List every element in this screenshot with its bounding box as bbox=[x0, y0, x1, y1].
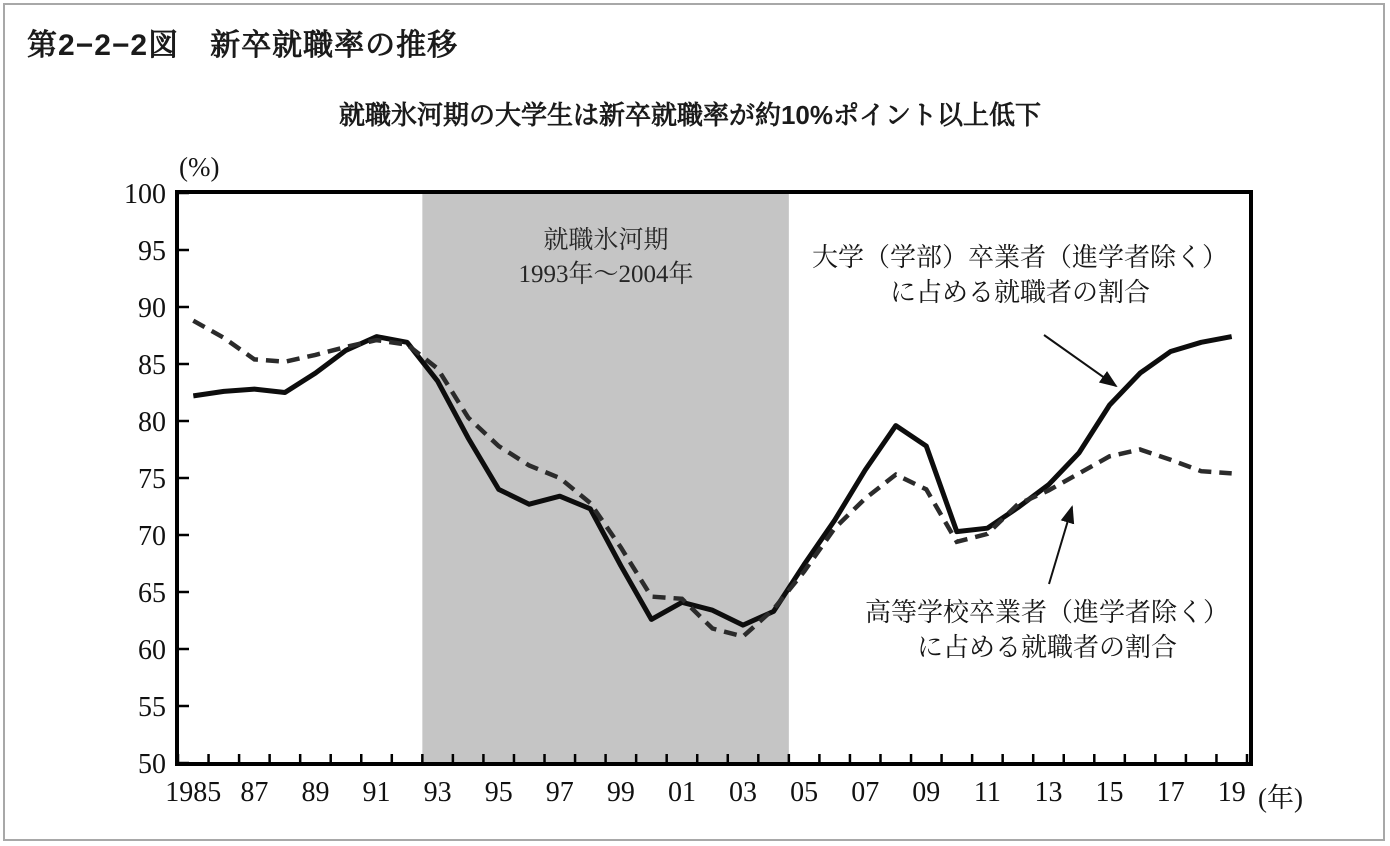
x-tick-label: 19 bbox=[1217, 777, 1246, 808]
y-tick-label: 90 bbox=[138, 293, 166, 324]
x-tick-label: 11 bbox=[973, 777, 1001, 808]
highschool-annotation-arrow bbox=[1049, 507, 1072, 584]
y-tick-label: 100 bbox=[124, 179, 166, 210]
y-tick-label: 65 bbox=[138, 578, 166, 609]
highschool-series-annotation bbox=[847, 595, 1247, 665]
university-annotation-arrow bbox=[1044, 335, 1116, 386]
y-axis-unit-label: (%) bbox=[179, 152, 220, 182]
x-tick-label: 01 bbox=[667, 777, 696, 808]
x-tick-label: 97 bbox=[545, 777, 574, 808]
y-tick-label: 60 bbox=[138, 635, 166, 666]
y-tick-label: 80 bbox=[138, 407, 166, 438]
y-axis-tick-labels bbox=[124, 179, 166, 780]
x-tick-label: 07 bbox=[851, 777, 880, 808]
y-tick-label: 75 bbox=[138, 464, 166, 495]
x-tick-label: 95 bbox=[484, 777, 513, 808]
figure-title: 第2−2−2図 新卒就職率の推移 bbox=[27, 29, 459, 62]
x-tick-label: 89 bbox=[301, 777, 330, 808]
y-tick-label: 50 bbox=[138, 749, 166, 780]
x-tick-label: 17 bbox=[1156, 777, 1185, 808]
highschool-annotation-line1: 高等学校卒業者（進学者除く） bbox=[864, 598, 1229, 627]
x-tick-label: 1985 bbox=[165, 777, 222, 808]
x-tick-label: 05 bbox=[790, 777, 819, 808]
ice-age-label bbox=[424, 224, 788, 292]
y-tick-label: 55 bbox=[138, 692, 166, 723]
x-tick-label: 93 bbox=[423, 777, 452, 808]
ice-age-label-line1: 就職氷河期 bbox=[543, 227, 669, 254]
figure-subtitle: 就職氷河期の大学生は新卒就職率が約10%ポイント以上低下 bbox=[338, 100, 1042, 130]
university-annotation-line2: に占める就職者の割合 bbox=[889, 278, 1150, 307]
x-tick-label: 91 bbox=[362, 777, 391, 808]
x-tick-label: 03 bbox=[729, 777, 758, 808]
x-tick-label: 87 bbox=[240, 777, 269, 808]
x-tick-label: 09 bbox=[912, 777, 941, 808]
ice-age-label-line2: 1993年〜2004年 bbox=[518, 261, 694, 288]
x-axis-unit-label: (年) bbox=[1258, 783, 1303, 813]
x-tick-label: 15 bbox=[1095, 777, 1124, 808]
x-axis-tick-labels bbox=[165, 777, 1245, 808]
university-annotation-line1: 大学（学部）卒業者（進学者除く） bbox=[811, 243, 1228, 272]
x-tick-label: 99 bbox=[606, 777, 635, 808]
y-tick-label: 85 bbox=[138, 350, 166, 381]
y-axis-ticks bbox=[179, 193, 189, 763]
highschool-annotation-line2: に占める就職者の割合 bbox=[916, 633, 1177, 662]
y-tick-label: 95 bbox=[138, 236, 166, 267]
university-series-annotation bbox=[800, 240, 1240, 310]
x-tick-label: 13 bbox=[1034, 777, 1063, 808]
y-tick-label: 70 bbox=[138, 521, 166, 552]
